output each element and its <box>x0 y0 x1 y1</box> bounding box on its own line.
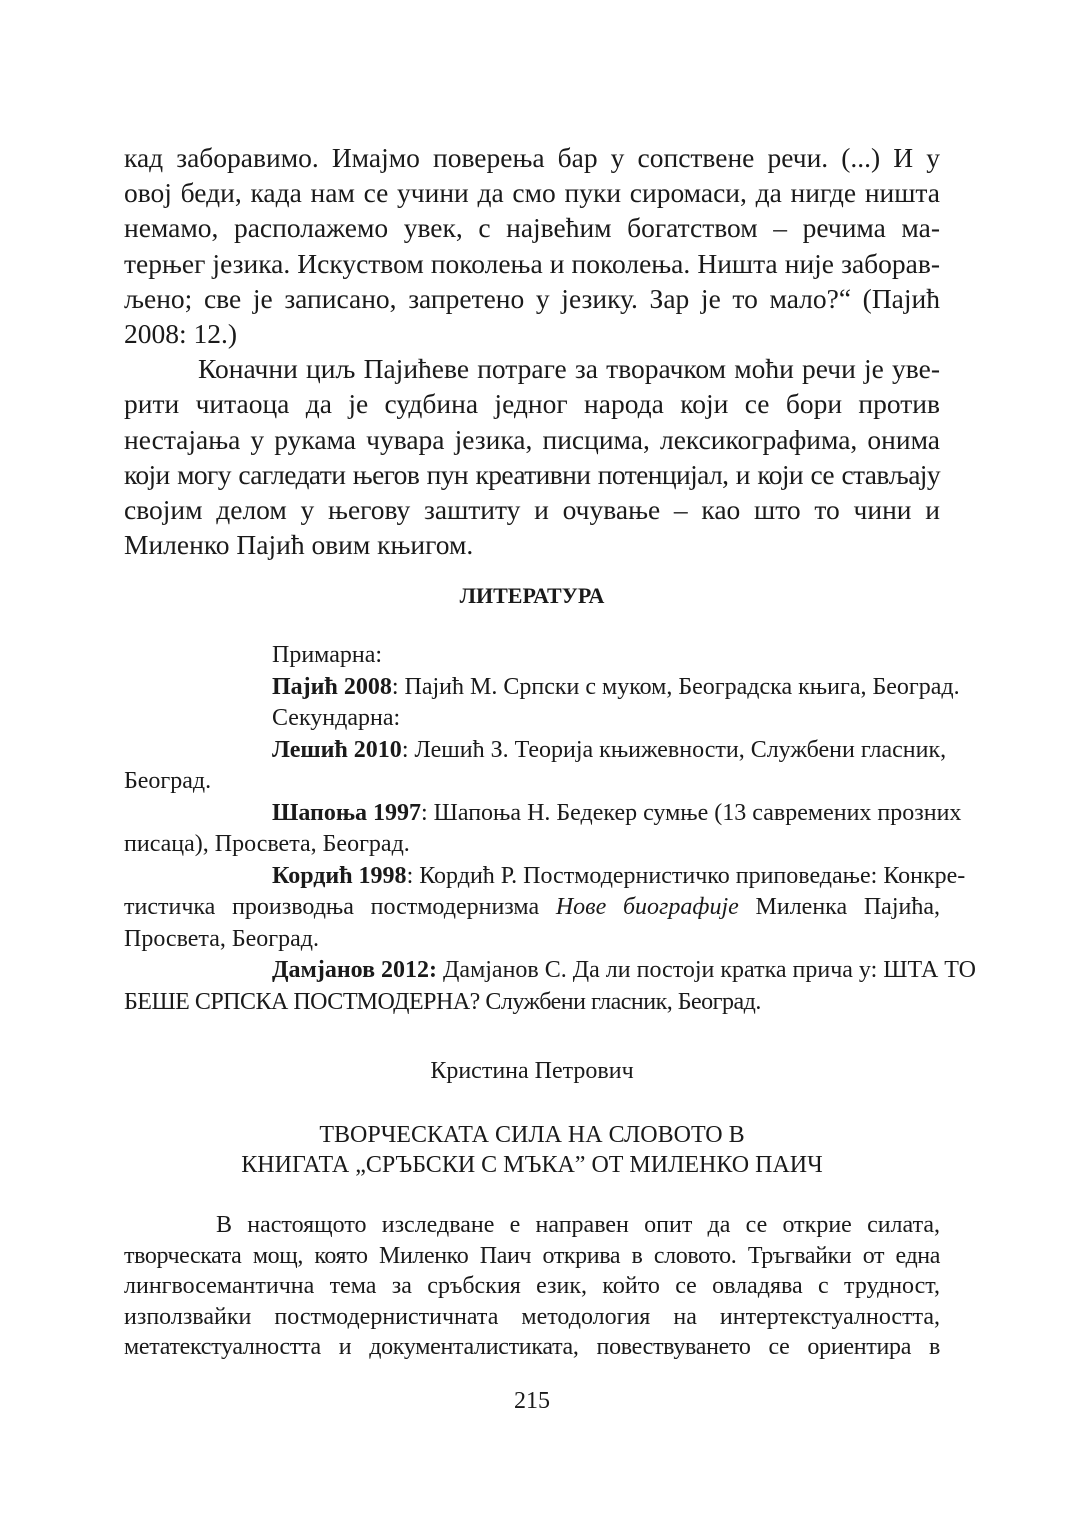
text-line: овој беди, када нам се учини да смо пуки сиромаси, да нигде ништа <box>124 177 940 209</box>
secondary-label: Секундарна: <box>272 705 401 731</box>
reference-text: : Кордић Р. Постмодернистичко приповедање: Конкре- <box>406 862 966 889</box>
article-title <box>124 1120 940 1180</box>
reference-text: : Лешић З. Теорија књижевности, Службени гласник, <box>401 736 947 763</box>
reference-text: : Шапоња Н. Бедекер сумње (13 савремених прозних <box>421 799 962 826</box>
reference-continuation: БЕШЕ СРПСКА ПОСТМОДЕРНА? Службени гласник, Београд. <box>124 988 761 1015</box>
reference-item <box>124 861 966 893</box>
reference-item <box>124 955 976 987</box>
reference-continuation: Просвета, Београд. <box>124 925 319 952</box>
reference-author: Шапоња 1997 <box>272 799 421 826</box>
text-line: љено; све је записано, запретено у језику. Зар је то мало?“ (Пајић <box>124 282 940 314</box>
reference-text: : Пајић М. Српски с муком, Београдска књига, Београд. <box>391 673 960 700</box>
abstract-paragraph <box>124 1210 940 1363</box>
paragraph-conclusion <box>124 351 940 562</box>
reference-text: Миленка Пајића, <box>738 894 940 920</box>
text-line: терњег језика. Искуством поколења и поколења. Ништа није заборав- <box>124 247 940 279</box>
title-line: КНИГАТА „СРЪБСКИ С МЪКА” ОТ МИЛЕНКО ПАИЧ <box>241 1152 823 1178</box>
text-line: Миленко Пајић овим књигом. <box>124 529 474 561</box>
reference-author: Пајић 2008 <box>272 673 392 700</box>
text-line: В настоящото изследване е направен опит да се открие силата, <box>216 1212 940 1238</box>
primary-label: Примарна: <box>272 642 383 668</box>
author-name: Кристина Петрович <box>430 1058 634 1084</box>
text-line: рити читаоца да је судбина једног народа који се бори против <box>124 388 940 420</box>
page-number: 215 <box>514 1388 550 1414</box>
reference-continuation: писаца), Просвета, Београд. <box>124 831 410 857</box>
paragraph-quote-end <box>124 140 940 351</box>
reference-continuation: Београд. <box>124 768 212 794</box>
title-line: ТВОРЧЕСКАТА СИЛА НА СЛОВОТО В <box>319 1122 745 1148</box>
reference-item <box>124 798 962 830</box>
text-line: нестајања у рукама чувара језика, писцима, лексикографима, онима <box>124 423 940 455</box>
text-line: Коначни циљ Пајићеве потраге за творачком моћи речи је уве- <box>198 353 940 385</box>
text-line: лингвосемантична тема за сръбския език, който се овладява с трудност, <box>124 1273 940 1299</box>
text-line: метатекстуалността и документалистиката, повествуването се ориентира в <box>124 1334 940 1360</box>
text-line: кад заборавимо. Имајмо поверења бар у сопствене речи. (...) И у <box>124 142 940 173</box>
text-line: творческата мощ, която Миленко Паич открива в словото. Тръгвайки от една <box>124 1242 940 1269</box>
reference-text: Дамјанов С. Да ли постоји кратка прича у: ШТА ТО <box>437 957 976 983</box>
reference-title-italic: Нове биографије <box>555 894 739 920</box>
text-line: својим делом у његову заштиту и очување – као што то чини и <box>124 494 940 526</box>
reference-text: тистичка производња постмодернизма <box>124 894 556 920</box>
text-line: немамо, располажемо увек, с највећим богатством – речима ма- <box>124 212 940 244</box>
text-line: използвайки постмодернистичната методология на интертекстуалността, <box>124 1303 940 1330</box>
text-line: 2008: 12.) <box>124 318 238 350</box>
reference-item <box>124 672 960 704</box>
reference-author: Кордић 1998 <box>272 862 407 889</box>
literature-heading: ЛИТЕРАТУРА <box>459 583 605 608</box>
reference-author: Лешић 2010 <box>272 736 402 763</box>
text-line: који могу сагледати његов пун креативни потенцијал, и који се стављају <box>124 458 940 490</box>
reference-author: Дамјанов 2012: <box>272 957 438 983</box>
reference-continuation <box>124 892 940 924</box>
page-body <box>124 140 976 1414</box>
reference-item <box>124 735 947 767</box>
references-list <box>124 640 976 1018</box>
